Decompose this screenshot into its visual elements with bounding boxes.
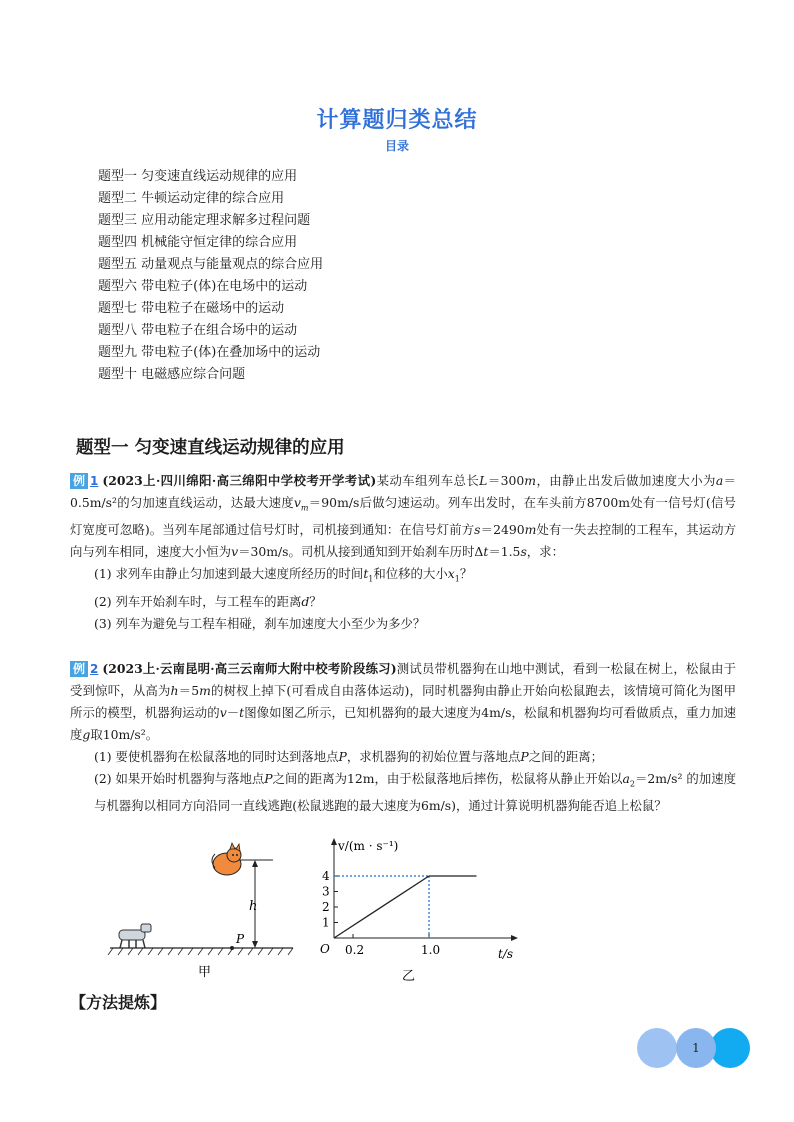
toc-item[interactable]: 题型四 机械能守恒定律的综合应用 bbox=[98, 235, 298, 250]
figure-caption-yi: 乙 bbox=[402, 969, 416, 984]
example-text: 取10m/s²。 bbox=[90, 727, 159, 742]
example-number[interactable]: 1 bbox=[90, 474, 99, 488]
label-h: h bbox=[249, 899, 258, 914]
section-heading: 题型一 匀变速直线运动规律的应用 bbox=[76, 438, 345, 458]
example-number[interactable]: 2 bbox=[90, 662, 99, 676]
toc-item[interactable]: 题型一 匀变速直线运动规律的应用 bbox=[98, 169, 298, 184]
example-badge: 例 bbox=[70, 473, 88, 489]
figure-yi-chart bbox=[312, 832, 522, 984]
y-axis-label: v/(m · s⁻¹) bbox=[338, 839, 399, 853]
question-2: (2) 如果开始时机器狗与落地点 bbox=[94, 771, 265, 786]
example-source: (2023上·云南昆明·高三云南师大附中校考阶段练习) bbox=[102, 661, 397, 676]
toc-item[interactable]: 题型六 带电粒子(体)在电场中的运动 bbox=[98, 279, 308, 294]
question-2: (2) 列车开始刹车时，与工程车的距离 bbox=[94, 593, 302, 609]
y-tick-label: 4 bbox=[322, 869, 330, 883]
example-text: 后做匀速运动。列车出发时，在车头前方8700m处有一信号灯(信号灯宽度可忽略)。当列车尾部通过信号灯时，司机接到通知：在信号灯前方 bbox=[70, 495, 737, 538]
question-text: ，求机器狗的初始位置与落地点 bbox=[346, 749, 521, 764]
toc-item[interactable]: 题型九 带电粒子(体)在叠加场中的运动 bbox=[98, 345, 321, 360]
toc-heading: 目录 bbox=[384, 139, 409, 153]
page-decoration bbox=[637, 1028, 677, 1068]
page-number: 1 bbox=[676, 1028, 716, 1068]
example-text: 的匀加速直线运动，达最大速度 bbox=[116, 495, 294, 510]
example-text: ，求： bbox=[526, 544, 564, 560]
x-tick-label: 0.2 bbox=[345, 943, 365, 957]
figure-caption-jia: 甲 bbox=[198, 965, 212, 980]
example-2: 例 2 (2023上·云南昆明·高三云南师大附中校考阶段练习)测试员带机器狗在山地中测试，看到一松鼠在树上，松鼠由于受到惊吓，从高为h＝5m的树杈上掉下(可看成自由落体运动)，同时机器狗由静止开始向松鼠跑去，该情境可简化为图甲所示的模型，机器狗运动的v－t图像如图乙所示，已知机器狗的最大速度为4m/s，松鼠和机器狗均可看做质点，重力加速度g取10m/s²。 (1) 要使机器狗在松鼠落地的同时达到落地点P，求机器狗的初始位置与落地点P之间的距离； (2) 如果开始时机器狗与落地点P之间的距离为12m，由于松鼠落地后摔伤，松鼠将从静止开始以$a_2=2m/s^2$ 的加速度与机器狗以相同方向沿同一直线逃跑(松鼠逃跑的最大速度为6m/s)，通过计算说明机器狗能否追上松鼠？ bbox=[70, 661, 737, 814]
figure-jia bbox=[105, 840, 305, 980]
x-tick-label: 1.0 bbox=[421, 943, 441, 957]
question-text: 之间的距离为12m，由于松鼠落地后摔伤，松鼠将从静止开始以 bbox=[272, 771, 623, 786]
page-decoration bbox=[710, 1028, 750, 1068]
x-axis-label: t/s bbox=[498, 947, 514, 961]
question-text: 之间的距离； bbox=[528, 749, 604, 764]
toc-item[interactable]: 题型五 动量观点与能量观点的综合应用 bbox=[98, 257, 324, 272]
page-title: 计算题归类总结 bbox=[316, 108, 478, 133]
example-1: 例 1 (2023上·四川绵阳·高三绵阳中学校考开学考试)某动车组列车总长L＝300m，由静止出发后做加速度大小为a＝0.5m/s²的匀加速直线运动，达最大速度$v_m=90m/s$后做匀速运动。列车出发时，在车头前方8700m处有一信号灯(信号灯宽度可忽略)。当列车尾部通过信号灯时，司机接到通知：在信号灯前方s＝2490m处有一失去控制的工程车，其运动方向与列车相同，速度大小恒为v＝30m/s。司机从接到通知到开始刹车历时Δt＝1.5s，求： (1) 求列车由静止匀加速到最大速度所经历的时间$t_1$和位移的大小$x_1$？ (2) 列车开始刹车时，与工程车的距离d？ (3) 列车为避免与工程车相碰，刹车加速度大小至少为多少？ bbox=[70, 473, 737, 631]
question-1: (1) 要使机器狗在松鼠落地的同时达到落地点 bbox=[94, 749, 339, 764]
example-text: 由静止出发后做加速度大小为 bbox=[549, 473, 716, 488]
table-of-contents bbox=[98, 166, 323, 386]
example-text: 。司机从接到通知到开始刹车历时 bbox=[288, 544, 475, 560]
robot-dog-icon bbox=[119, 924, 151, 948]
question-text: 2m/s² 的加速度与机器狗以相同方向沿同一直线逃跑(松鼠逃跑的最大速度为6m/s)，通过计算说明机器狗能否追上松鼠？ bbox=[94, 771, 737, 814]
example-text: 某动车组列车总长 bbox=[376, 473, 480, 488]
example-text: 测试员带机器狗在山地中测试，看到一松鼠在树上，松鼠由于受到惊吓，从高为 bbox=[70, 661, 736, 698]
toc-item[interactable]: 题型七 带电粒子在磁场中的运动 bbox=[98, 301, 285, 316]
y-tick-label: 2 bbox=[322, 900, 330, 914]
y-tick-label: 3 bbox=[322, 884, 330, 899]
question-text: 和位移的大小 bbox=[373, 566, 448, 582]
example-text: 处有一失去控制的工程车，其运动方向与列车相同，速度大小恒为 bbox=[70, 522, 736, 560]
question-3: (3) 列车为避免与工程车相碰，刹车加速度大小至少为多少？ bbox=[94, 615, 426, 631]
toc-item[interactable]: 题型十 电磁感应综合问题 bbox=[98, 367, 246, 382]
example-text: 图像如图乙所示，已知机器狗的最大速度为4m/s，松鼠和机器狗均可看做质点，重力加速度 bbox=[70, 705, 737, 742]
example-text: 的树杈上掉下(可看成自由落体运动)，同时机器狗由静止开始向松鼠跑去，该情境可简化为图甲所示的模型，机器狗运动的 bbox=[70, 683, 736, 720]
method-heading: 【方法提炼】 bbox=[70, 993, 167, 1012]
toc-item[interactable]: 题型三 应用动能定理求解多过程问题 bbox=[98, 213, 311, 228]
series-line-segment bbox=[334, 876, 429, 938]
origin-label: O bbox=[320, 942, 330, 956]
label-p: P bbox=[236, 932, 245, 946]
toc-item[interactable]: 题型八 带电粒子在组合场中的运动 bbox=[98, 323, 298, 338]
example-source: (2023上·四川绵阳·高三绵阳中学校考开学考试) bbox=[102, 473, 377, 488]
toc-item[interactable]: 题型二 牛顿运动定律的综合应用 bbox=[98, 191, 285, 206]
example-badge: 例 bbox=[70, 661, 88, 677]
question-1: (1) 求列车由静止匀加速到最大速度所经历的时间 bbox=[94, 566, 364, 582]
y-tick-label: 1 bbox=[322, 915, 330, 930]
squirrel-icon bbox=[212, 843, 241, 875]
